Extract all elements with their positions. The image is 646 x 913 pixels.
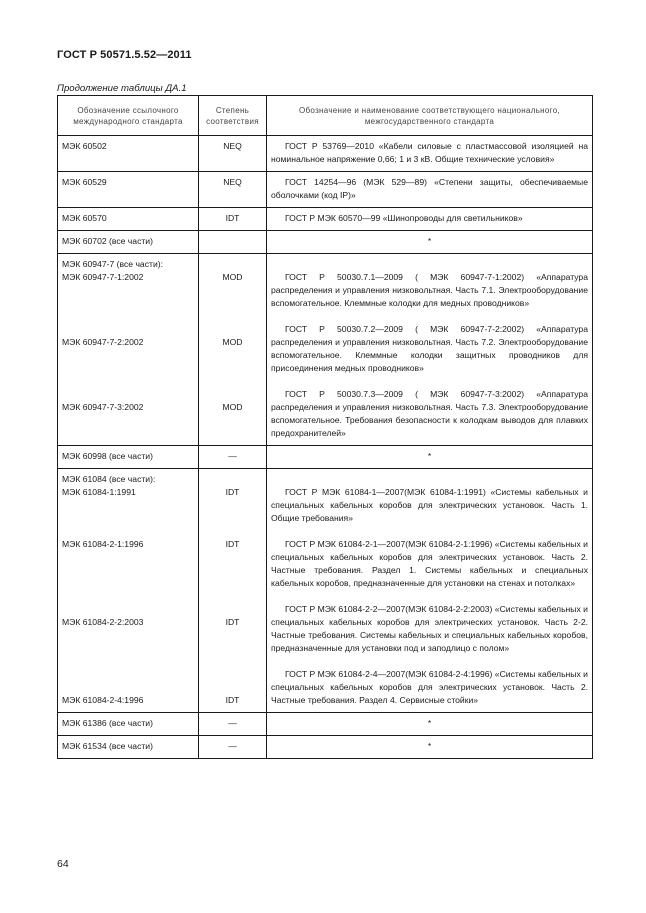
conformity-item: IDT (225, 695, 240, 705)
national-standard-text: ГОСТ Р 50030.7.2—2009 ( МЭК 60947-7-2:2002) «Аппаратура распределения и управления низковольтная. Часть 7.2. Электрооборудование вспомогательное. Клеммные колодки защитных проводников для присоединения медных проводников» (271, 324, 588, 373)
table-row (58, 446, 593, 469)
header-international-standard: Обозначение ссылочного международного стандарта (58, 96, 199, 136)
national-standard-cell (267, 172, 593, 208)
conformity-item: MOD (222, 402, 243, 412)
intl-standard-cell: МЭК 60570 (58, 208, 199, 231)
page-number: 64 (57, 858, 69, 870)
national-standard-cell (267, 136, 593, 172)
table-row (58, 208, 593, 231)
national-standard-cell: * (267, 446, 593, 469)
table-row-group (58, 254, 593, 446)
intl-standard-cell (58, 469, 199, 713)
national-standard-text: ГОСТ Р МЭК 61084-2-1—2007(МЭК 61084-2-1:1996) «Системы кабельных и специальных кабельных коробов для электрических установок. Часть 2. Частные требования. Раздел 1. Системы кабельных и специальных кабельных коробов, предназначенные для установки на стенах и потолках» (271, 539, 588, 588)
national-standard-text: ГОСТ Р МЭК 61084-2-2—2007(МЭК 61084-2-2:2003) «Системы кабельных и специальных кабельных коробов для электрических установок. Часть 2-2. Частные требования. Системы кабельных и специальных кабельных коробов, предназначенные для установки под и заподлицо с полом» (271, 604, 588, 653)
national-standard-text: ГОСТ Р 50030.7.3—2009 ( МЭК 60947-7-3:2002) «Аппаратура распределения и управления низковольтная. Часть 7.3. Электрооборудование вспомогательное. Требования безопасности к колодкам выводов для плавких предохранителей» (271, 389, 588, 438)
group-title: МЭК 61084 (все части): (62, 474, 156, 484)
table-row (58, 231, 593, 254)
table-header-row (58, 96, 593, 136)
intl-standard-item: МЭК 61084-1:1991 (62, 487, 136, 497)
intl-standard-item: МЭК 60947-7-2:2002 (62, 337, 144, 347)
intl-standard-item: МЭК 61084-2-2:2003 (62, 617, 144, 627)
national-standard-text: ГОСТ Р МЭК 61084-2-4—2007(МЭК 61084-2-4:1996) «Системы кабельных и специальных кабельных коробов для электрических установок. Часть 2. Частные требования. Раздел 4. Сервисные стойки» (271, 669, 588, 705)
intl-standard-cell: МЭК 60998 (все части) (58, 446, 199, 469)
standards-table (57, 95, 593, 759)
national-standard-cell (267, 469, 593, 713)
header-national-standard: Обозначение и наименование соответствующего национального, межгосударственного стандарта (267, 96, 593, 136)
conformity-item: MOD (222, 272, 243, 282)
table-row (58, 136, 593, 172)
conformity-cell: — (199, 713, 267, 736)
conformity-cell (199, 254, 267, 446)
conformity-item: IDT (225, 617, 240, 627)
national-standard-text: ГОСТ Р 53769—2010 «Кабели силовые с пластмассовой изоляцией на номинальное напряжение 0,66; 1 и 3 кВ. Общие технические условия» (271, 141, 588, 164)
header-degree-of-conformity: Степень соответствия (199, 96, 267, 136)
conformity-cell (199, 469, 267, 713)
intl-standard-cell: МЭК 61534 (все части) (58, 736, 199, 759)
intl-standard-item: МЭК 61084-2-4:1996 (62, 695, 144, 705)
conformity-cell: NEQ (199, 136, 267, 172)
conformity-cell: — (199, 736, 267, 759)
national-standard-cell (267, 254, 593, 446)
table-row (58, 172, 593, 208)
table-caption: Продолжение таблицы ДА.1 (57, 83, 187, 94)
conformity-cell: — (199, 446, 267, 469)
intl-standard-item: МЭК 60947-7-1:2002 (62, 272, 144, 282)
national-standard-text: ГОСТ Р МЭК 61084-1—2007(МЭК 61084-1:1991) «Системы кабельных и специальных кабельных коробов для электрических установок. Часть 1. Общие требования» (271, 487, 588, 523)
conformity-item: MOD (222, 337, 243, 347)
conformity-item: IDT (225, 539, 240, 549)
conformity-cell (199, 231, 267, 254)
conformity-item: IDT (225, 487, 240, 497)
document-header: ГОСТ Р 50571.5.52—2011 (57, 49, 192, 61)
intl-standard-cell: МЭК 60529 (58, 172, 199, 208)
national-standard-text: ГОСТ 14254—96 (МЭК 529—89) «Степени защиты, обеспечиваемые оболочками (код IP)» (271, 177, 588, 200)
intl-standard-cell: МЭК 61386 (все части) (58, 713, 199, 736)
national-standard-cell: * (267, 736, 593, 759)
table-row (58, 736, 593, 759)
table-row-group (58, 469, 593, 713)
national-standard-cell: * (267, 713, 593, 736)
intl-standard-item: МЭК 61084-2-1:1996 (62, 539, 144, 549)
national-standard-text: ГОСТ Р 50030.7.1—2009 ( МЭК 60947-7-1:2002) «Аппаратура распределения и управления низковольтная. Часть 7.1. Электрооборудование вспомогательное. Клеммные колодки для медных проводников» (271, 272, 588, 308)
intl-standard-cell: МЭК 60502 (58, 136, 199, 172)
intl-standard-item: МЭК 60947-7-3:2002 (62, 402, 144, 412)
table-row (58, 713, 593, 736)
conformity-cell: NEQ (199, 172, 267, 208)
group-title: МЭК 60947-7 (все части): (62, 259, 163, 269)
intl-standard-cell (58, 254, 199, 446)
conformity-cell: IDT (199, 208, 267, 231)
national-standard-text: ГОСТ Р МЭК 60570—99 «Шинопроводы для светильников» (285, 213, 523, 223)
intl-standard-cell: МЭК 60702 (все части) (58, 231, 199, 254)
national-standard-cell: * (267, 231, 593, 254)
national-standard-cell (267, 208, 593, 231)
